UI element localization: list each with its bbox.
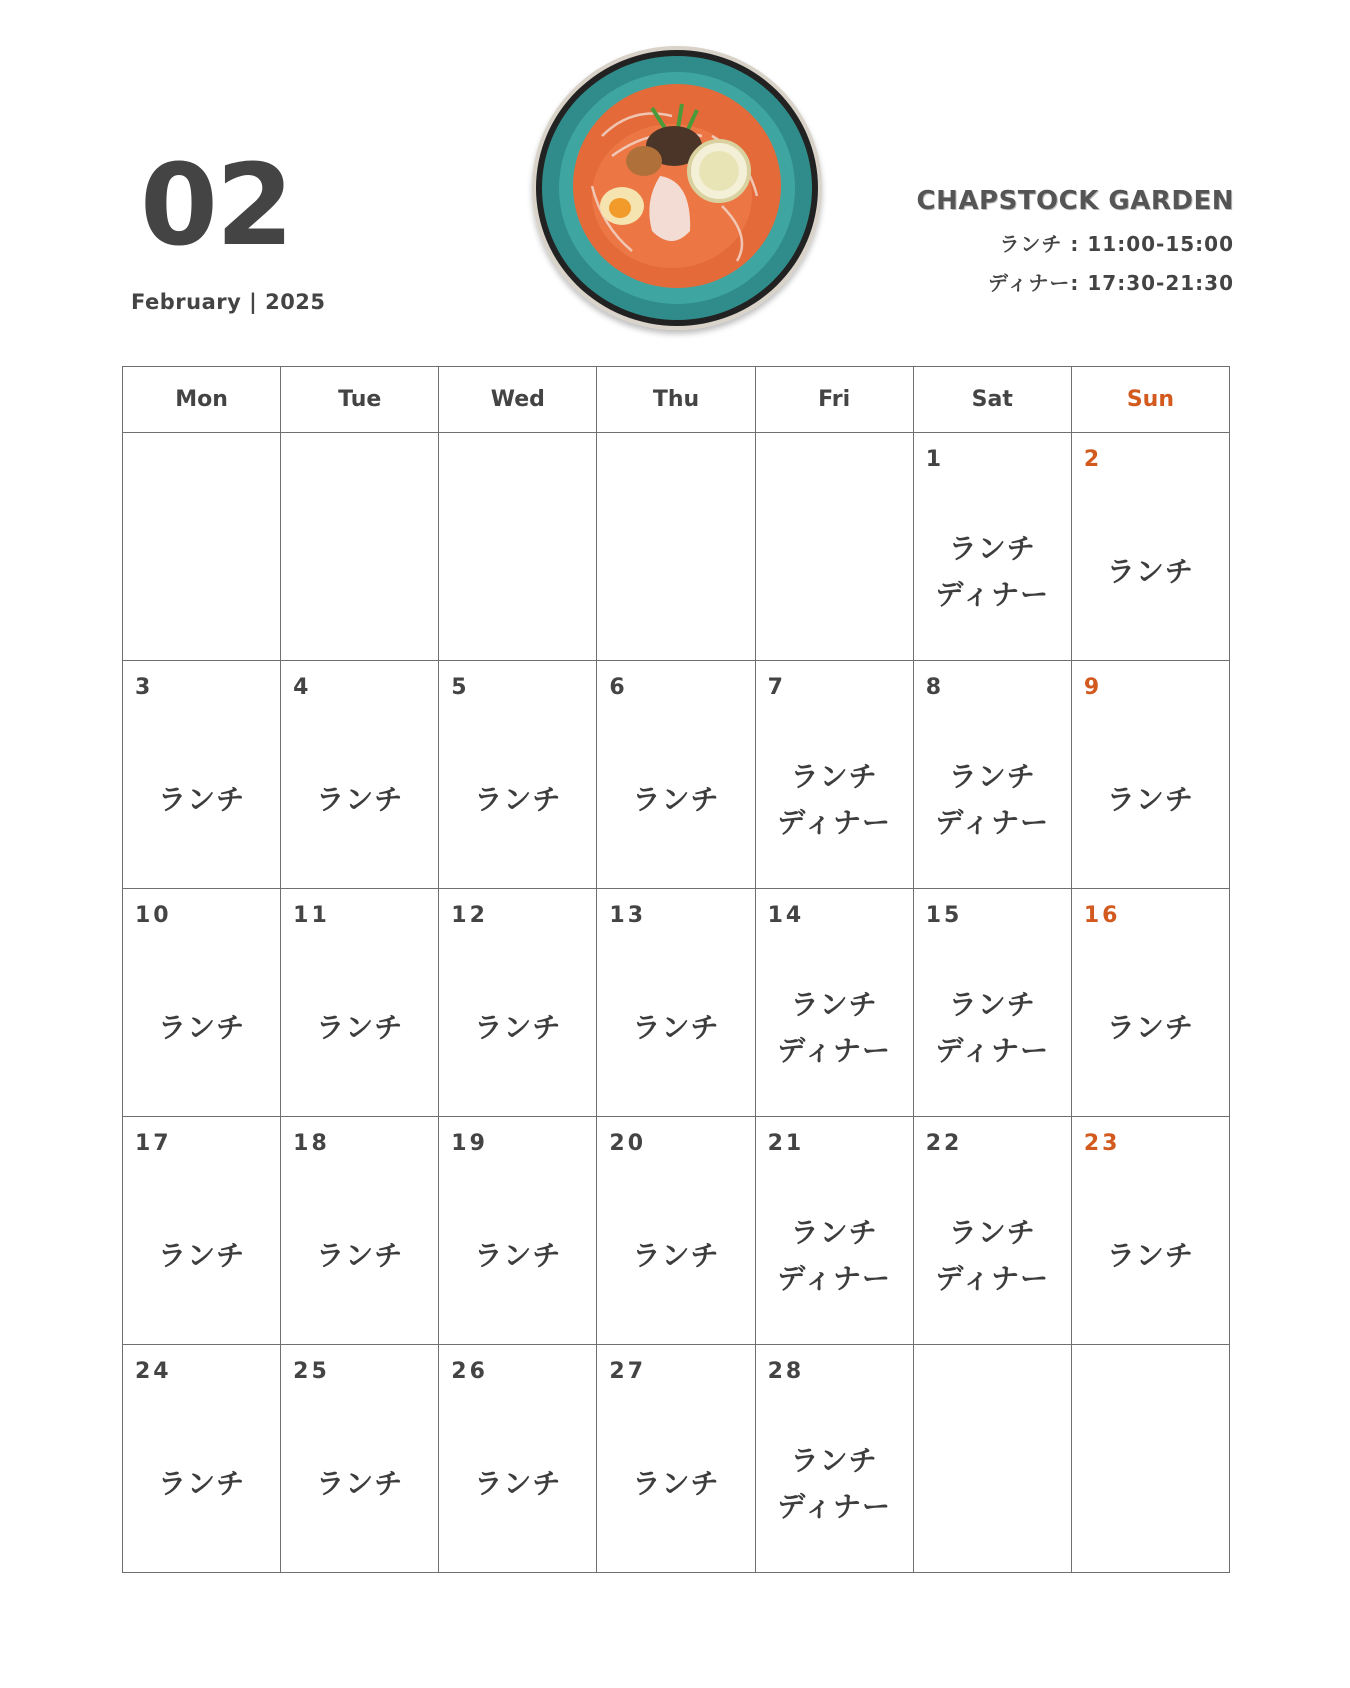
service-list xyxy=(597,969,754,1086)
day-number: 28 xyxy=(767,1359,805,1384)
shop-name: CHAPSTOCK GARDEN xyxy=(916,186,1234,216)
day-number: 7 xyxy=(767,675,786,700)
calendar-body xyxy=(123,433,1230,1573)
service-lunch: ランチ xyxy=(158,782,246,816)
service-lunch: ランチ xyxy=(632,1466,720,1500)
service-list xyxy=(281,741,438,858)
service-lunch: ランチ xyxy=(316,1010,404,1044)
service-list xyxy=(123,1197,280,1314)
weekday-sun: Sun xyxy=(1071,367,1229,433)
day-number: 5 xyxy=(451,675,470,700)
service-dinner: ディナー xyxy=(935,1033,1050,1067)
calendar-day-cell xyxy=(913,433,1071,661)
day-number: 2 xyxy=(1083,447,1103,472)
calendar-day-cell xyxy=(1071,1345,1229,1573)
service-list xyxy=(914,969,1071,1086)
calendar-day-cell xyxy=(281,1345,439,1573)
calendar-week-row xyxy=(123,1117,1230,1345)
day-number: 13 xyxy=(609,903,647,928)
service-dinner: ディナー xyxy=(935,805,1050,839)
service-lunch: ランチ xyxy=(158,1010,246,1044)
service-lunch: ランチ xyxy=(948,1215,1036,1249)
day-number: 20 xyxy=(609,1131,647,1156)
service-lunch: ランチ xyxy=(158,1238,246,1272)
service-dinner: ディナー xyxy=(777,1033,892,1067)
day-number: 9 xyxy=(1083,675,1103,700)
calendar-day-cell xyxy=(123,433,281,661)
month-calendar-grid xyxy=(122,366,1230,1573)
day-number: 27 xyxy=(609,1359,647,1384)
service-lunch: ランチ xyxy=(316,1466,404,1500)
calendar-day-cell xyxy=(123,889,281,1117)
service-lunch: ランチ xyxy=(316,782,404,816)
service-dinner: ディナー xyxy=(935,577,1050,611)
calendar-day-cell xyxy=(597,433,755,661)
service-list xyxy=(1072,513,1229,630)
calendar-day-cell xyxy=(439,1345,597,1573)
day-number: 8 xyxy=(925,675,945,700)
service-lunch: ランチ xyxy=(632,782,720,816)
day-number: 22 xyxy=(925,1131,963,1156)
calendar-day-cell xyxy=(123,1345,281,1573)
day-number: 4 xyxy=(293,675,312,700)
month-label: February | 2025 xyxy=(131,290,326,314)
day-number: 3 xyxy=(135,675,154,700)
service-dinner: ディナー xyxy=(777,1261,892,1295)
service-list xyxy=(756,969,913,1086)
service-list xyxy=(914,741,1071,858)
calendar-day-cell xyxy=(597,661,755,889)
ramen-bowl-photo xyxy=(532,46,822,330)
service-list xyxy=(756,1425,913,1542)
weekday-fri: Fri xyxy=(755,367,913,433)
service-lunch: ランチ xyxy=(1106,1010,1194,1044)
service-lunch: ランチ xyxy=(632,1238,720,1272)
calendar-day-cell xyxy=(1071,1117,1229,1345)
day-number: 26 xyxy=(451,1359,488,1384)
service-lunch: ランチ xyxy=(790,1443,878,1477)
service-list xyxy=(756,741,913,858)
service-lunch: ランチ xyxy=(948,759,1036,793)
calendar-day-cell xyxy=(597,889,755,1117)
calendar-day-cell xyxy=(755,1117,913,1345)
service-lunch: ランチ xyxy=(474,782,562,816)
service-list xyxy=(597,1425,754,1542)
service-lunch: ランチ xyxy=(1106,1238,1194,1272)
weekday-wed: Wed xyxy=(439,367,597,433)
service-lunch: ランチ xyxy=(474,1466,562,1500)
service-list xyxy=(281,1425,438,1542)
day-number: 17 xyxy=(135,1131,172,1156)
weekday-sat: Sat xyxy=(913,367,1071,433)
day-number: 1 xyxy=(925,447,945,472)
calendar-day-cell xyxy=(913,889,1071,1117)
weekday-header-row xyxy=(123,367,1230,433)
calendar-week-row xyxy=(123,1345,1230,1573)
calendar-day-cell xyxy=(1071,433,1229,661)
service-lunch: ランチ xyxy=(632,1010,720,1044)
day-number: 15 xyxy=(925,903,963,928)
day-number: 19 xyxy=(451,1131,488,1156)
service-list xyxy=(281,969,438,1086)
calendar-day-cell xyxy=(281,1117,439,1345)
service-list xyxy=(123,1425,280,1542)
ramen-bowl-illustration xyxy=(532,46,822,330)
calendar-day-cell xyxy=(123,1117,281,1345)
calendar-day-cell xyxy=(439,433,597,661)
day-number: 10 xyxy=(135,903,172,928)
calendar-day-cell xyxy=(755,889,913,1117)
calendar-day-cell xyxy=(1071,661,1229,889)
calendar-day-cell xyxy=(123,661,281,889)
service-lunch: ランチ xyxy=(474,1010,562,1044)
service-lunch: ランチ xyxy=(158,1466,246,1500)
service-list xyxy=(123,969,280,1086)
calendar-day-cell xyxy=(281,889,439,1117)
calendar-day-cell xyxy=(439,889,597,1117)
day-number: 14 xyxy=(767,903,805,928)
calendar-week-row xyxy=(123,889,1230,1117)
service-list xyxy=(756,1197,913,1314)
service-list xyxy=(439,1197,596,1314)
service-list xyxy=(914,513,1071,630)
weekday-mon: Mon xyxy=(123,367,281,433)
weekday-tue: Tue xyxy=(281,367,439,433)
service-list xyxy=(597,741,754,858)
calendar-week-row xyxy=(123,433,1230,661)
service-lunch: ランチ xyxy=(948,987,1036,1021)
service-list xyxy=(123,741,280,858)
calendar-day-cell xyxy=(439,661,597,889)
calendar-day-cell xyxy=(913,1345,1071,1573)
service-lunch: ランチ xyxy=(1106,554,1194,588)
service-lunch: ランチ xyxy=(948,531,1036,565)
calendar-day-cell xyxy=(597,1345,755,1573)
lunch-hours: ランチ : 11:00-15:00 xyxy=(999,232,1234,256)
calendar-week-row xyxy=(123,661,1230,889)
calendar-day-cell xyxy=(439,1117,597,1345)
calendar-day-cell xyxy=(281,433,439,661)
service-lunch: ランチ xyxy=(474,1238,562,1272)
service-list xyxy=(439,1425,596,1542)
day-number: 16 xyxy=(1083,903,1121,928)
service-list xyxy=(439,969,596,1086)
service-dinner: ディナー xyxy=(777,805,892,839)
service-lunch: ランチ xyxy=(1106,782,1194,816)
calendar-day-cell xyxy=(281,661,439,889)
service-dinner: ディナー xyxy=(935,1261,1050,1295)
service-list xyxy=(1072,1197,1229,1314)
weekday-thu: Thu xyxy=(597,367,755,433)
service-list xyxy=(914,1197,1071,1314)
service-list xyxy=(439,741,596,858)
calendar-day-cell xyxy=(913,1117,1071,1345)
month-number: 02 xyxy=(140,141,292,271)
day-number: 6 xyxy=(609,675,628,700)
day-number: 12 xyxy=(451,903,488,928)
service-lunch: ランチ xyxy=(790,759,878,793)
service-lunch: ランチ xyxy=(316,1238,404,1272)
calendar-day-cell xyxy=(1071,889,1229,1117)
shop-info xyxy=(917,186,1234,296)
service-list xyxy=(1072,969,1229,1086)
calendar-day-cell xyxy=(913,661,1071,889)
service-lunch: ランチ xyxy=(790,987,878,1021)
day-number: 23 xyxy=(1083,1131,1121,1156)
dinner-hours: ディナー: 17:30-21:30 xyxy=(988,271,1234,295)
service-lunch: ランチ xyxy=(790,1215,878,1249)
day-number: 11 xyxy=(293,903,330,928)
calendar-day-cell xyxy=(597,1117,755,1345)
day-number: 25 xyxy=(293,1359,330,1384)
service-list xyxy=(281,1197,438,1314)
day-number: 21 xyxy=(767,1131,805,1156)
calendar-header xyxy=(0,0,1350,360)
service-dinner: ディナー xyxy=(777,1489,892,1523)
day-number: 24 xyxy=(135,1359,172,1384)
service-list xyxy=(1072,741,1229,858)
day-number: 18 xyxy=(293,1131,330,1156)
calendar-day-cell xyxy=(755,661,913,889)
service-list xyxy=(597,1197,754,1314)
calendar-day-cell xyxy=(755,433,913,661)
calendar-day-cell xyxy=(755,1345,913,1573)
